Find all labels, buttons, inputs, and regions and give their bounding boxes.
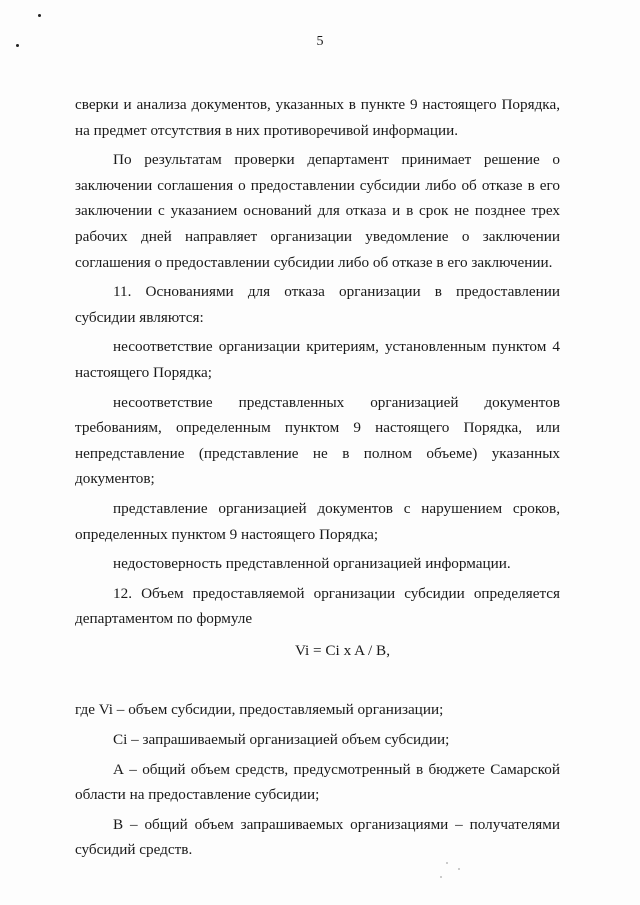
paragraph: По результатам проверки департамент принимает решение о заключении соглашения о предоставлении субсидии либо об отказе в его заключении с указанием оснований для отказа и в срок не позднее трех рабочих дней направляет организации уведомление о заключении соглашения о предоставлении субсидии либо об отказе в его заключении. — [75, 151, 560, 271]
paragraph: несоответствие представленных организацией документов требованиям, определенным пунктом 9 настоящего Порядка, или непредставление (представление не в полном объеме) указанных документов; — [75, 393, 560, 488]
paragraph: А – общий объем средств, предусмотренный в бюджете Самарской области на предоставление субсидии; — [75, 760, 560, 804]
scan-speck — [458, 868, 460, 870]
paragraph: несоответствие организации критериям, установленным пунктом 4 настоящего Порядка; — [75, 338, 560, 381]
paragraph: недостоверность представленной организацией информации. — [113, 555, 511, 573]
scan-speck — [440, 876, 442, 878]
page-number: 5 — [316, 34, 324, 49]
paragraph: 11. Основаниями для отказа организации в предоставлении субсидии являются: — [75, 283, 560, 326]
paragraph: где Vi – объем субсидии, предоставляемый организации; — [75, 701, 444, 719]
paragraph: сверки и анализа документов, указанных в пункте 9 настоящего Порядка, на предмет отсутствия в них противоречивой информации. — [75, 96, 560, 139]
paragraph: 12. Объем предоставляемой организации субсидии определяется департаментом по формуле — [75, 584, 560, 628]
paragraph: Ci – запрашиваемый организацией объем субсидии; — [113, 731, 450, 749]
document-body — [75, 92, 560, 863]
paragraph: В – общий объем запрашиваемых организациями – получателями субсидий средств. — [75, 815, 560, 859]
formula: Vi = Ci x A / B, — [294, 641, 390, 659]
scan-speck — [38, 14, 41, 17]
paragraph: представление организацией документов с нарушением сроков, определенных пунктом 9 настоящего Порядка; — [75, 499, 560, 543]
